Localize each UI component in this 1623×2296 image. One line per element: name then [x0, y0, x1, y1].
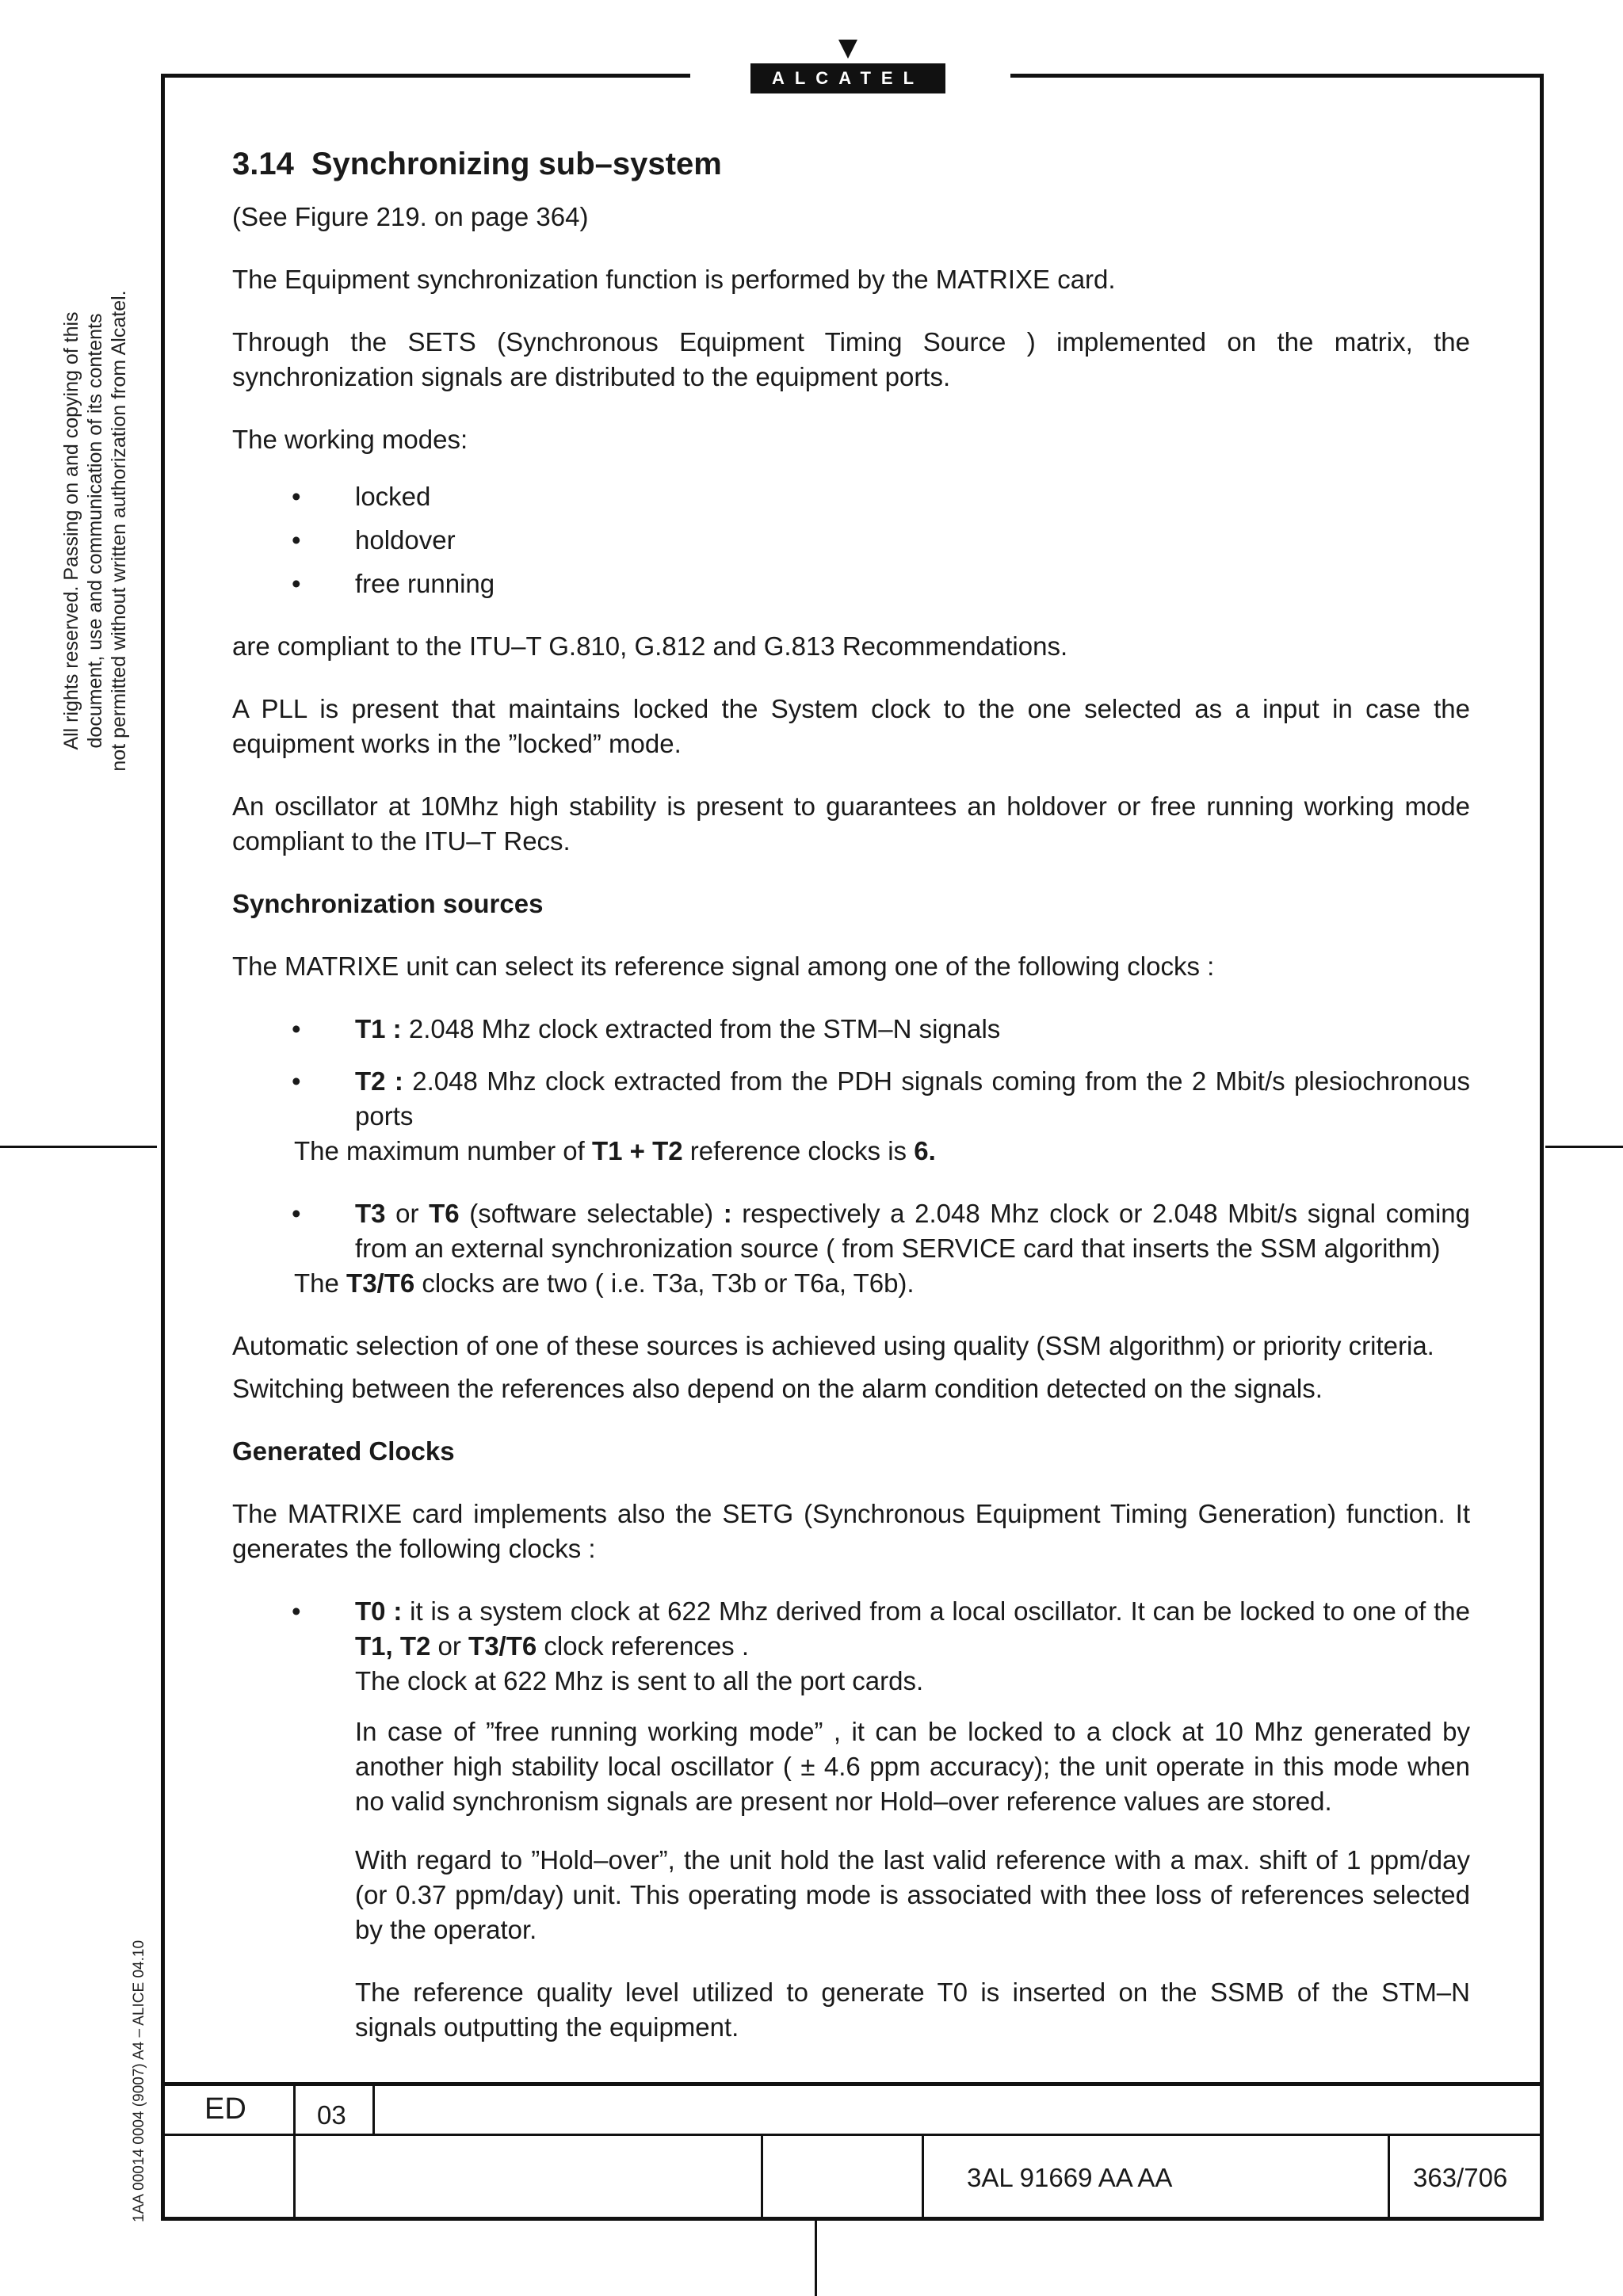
paragraph: In case of ”free running working mode” , it can be locked to a clock at 10 Mhz generated by another high stability local oscillator ( ± 4.6 ppm accuracy); the unit operate in this mode when no valid synchronism signals are present nor Hold–over reference values are stored.	[355, 1717, 1470, 1816]
bottom-tick	[815, 2221, 817, 2296]
item-text: or	[385, 1199, 430, 1228]
document-number: 3AL 91669 AA AA	[967, 2163, 1173, 2192]
list-item-t1	[232, 1012, 1470, 1047]
note-text: clocks are two ( i.e. T3a, T3b or T6a, T6b).	[414, 1268, 915, 1298]
paragraph: An oscillator at 10Mhz high stability is present to guarantees an holdover or free running working mode compliant to the ITU–T Recs.	[232, 791, 1470, 856]
paragraph: are compliant to the ITU–T G.810, G.812 and G.813 Recommendations.	[232, 631, 1068, 661]
paragraph: The working modes:	[232, 425, 468, 454]
alcatel-logo: ALCATEL	[750, 63, 945, 93]
list-item-t3-t6	[232, 1196, 1470, 1266]
note-bold: T1 + T2	[591, 1136, 683, 1165]
logo-triangle-icon	[838, 40, 857, 59]
section-title: Synchronizing sub–system	[311, 147, 722, 181]
fold-mark-right	[1545, 1146, 1623, 1148]
figure-reference: (See Figure 219. on page 364)	[232, 202, 589, 231]
note-text: reference clocks is	[682, 1136, 915, 1165]
item-text: 2.048 Mhz clock extracted from the PDH signals coming from the 2 Mbit/s plesiochronous ports	[355, 1066, 1470, 1131]
paragraph: A PLL is present that maintains locked the System clock to the one selected as a input in case the equipment works in the ”locked” mode.	[232, 694, 1470, 758]
note-text: The	[294, 1268, 347, 1298]
section-heading	[232, 143, 1470, 185]
title-block-divider	[161, 2134, 1544, 2136]
title-block-line	[922, 2134, 924, 2221]
paragraph: The MATRIXE unit can select its reference signal among one of the following clocks :	[232, 952, 1215, 981]
title-block	[161, 2082, 1544, 2221]
page-number: 363/706	[1413, 2163, 1508, 2192]
item-text: respectively a 2.048 Mhz clock or 2.048 Mbit/s signal coming from an external synchronization source ( from SERVICE card that inserts the SSM algorithm)	[355, 1199, 1470, 1263]
label-t0: T0 :	[355, 1596, 403, 1626]
note-text: The maximum number of	[294, 1136, 592, 1165]
item-text: The clock at 622 Mhz is sent to all the port cards.	[355, 1666, 924, 1695]
copyright-line: not permitted without written authorization from Alcatel.	[108, 290, 130, 772]
item-text: or	[430, 1631, 469, 1661]
list-item: • free running	[232, 566, 1470, 601]
title-block-line	[1388, 2134, 1390, 2221]
list-item-t2	[232, 1064, 1470, 1134]
item-colon: :	[723, 1199, 732, 1228]
list-item: • holdover	[232, 523, 1470, 558]
subheading-sources: Synchronization sources	[232, 889, 544, 918]
edition-label: ED	[204, 2092, 246, 2126]
title-block-line	[293, 2086, 296, 2221]
item-text: (software selectable)	[459, 1199, 724, 1228]
list-item: • locked	[232, 479, 1470, 514]
copyright-line: All rights reserved. Passing on and copying of this	[60, 311, 82, 750]
form-reference: 1AA 00014 0004 (9007) A4 – ALICE 04.10	[131, 1939, 147, 2222]
subheading-generated: Generated Clocks	[232, 1436, 455, 1466]
item-text: it is a system clock at 622 Mhz derived from a local oscillator. It can be locked to one of the	[402, 1596, 1470, 1626]
label-t3: T3	[355, 1199, 386, 1228]
label-t1: T1 :	[355, 1014, 402, 1043]
item-text: clock references .	[537, 1631, 750, 1661]
edition-value: 03	[317, 2100, 346, 2130]
title-block-line	[761, 2134, 763, 2221]
item-text: 2.048 Mhz clock extracted from the STM–N signals	[401, 1014, 1001, 1043]
paragraph: With regard to ”Hold–over”, the unit hold the last valid reference with a max. shift of 1 ppm/day (or 0.37 ppm/day) unit. This operating mode is associated with thee loss of references selected by the operator.	[355, 1845, 1470, 1944]
t3-t6-note	[232, 1266, 1470, 1301]
label-t2: T2 :	[355, 1066, 403, 1096]
list-item-t0	[232, 1594, 1470, 1699]
paragraph: The Equipment synchronization function is performed by the MATRIXE card.	[232, 265, 1116, 294]
copyright-line: document, use and communication of its contents	[84, 313, 106, 749]
item-bold: T3/T6	[468, 1631, 537, 1661]
fold-mark-left	[0, 1146, 157, 1148]
paragraph: The MATRIXE card implements also the SETG (Synchronous Equipment Timing Generation) function. It generates the following clocks :	[232, 1499, 1470, 1563]
note-bold: T3/T6	[346, 1268, 415, 1298]
section-number: 3.14	[232, 147, 294, 181]
title-block-line	[372, 2086, 375, 2134]
paragraph: Through the SETS (Synchronous Equipment Timing Source ) implemented on the matrix, the synchronization signals are distributed to the equipment ports.	[232, 327, 1470, 391]
max-clocks-note	[232, 1134, 1470, 1169]
copyright-notice	[59, 261, 131, 800]
note-bold: 6.	[914, 1136, 936, 1165]
working-modes-list	[232, 479, 1470, 601]
paragraph: Automatic selection of one of these sources is achieved using quality (SSM algorithm) or priority criteria.	[232, 1331, 1434, 1360]
paragraph: Switching between the references also depend on the alarm condition detected on the signals.	[232, 1374, 1323, 1403]
item-bold: T1, T2	[355, 1631, 431, 1661]
paragraph: The reference quality level utilized to generate T0 is inserted on the SSMB of the STM–N signals outputting the equipment.	[355, 1978, 1470, 2042]
label-t6: T6	[429, 1199, 460, 1228]
page-content	[232, 143, 1470, 2073]
